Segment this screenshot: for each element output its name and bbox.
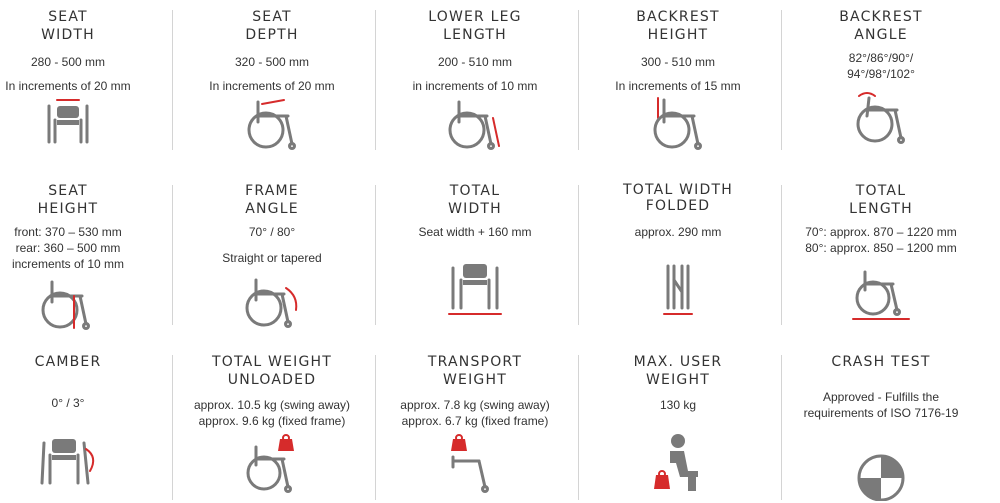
spec-line: Approved - Fulfills the [822,390,940,404]
spec-line: in increments of 10 mm [412,79,538,93]
spec-line: 70°: approx. 870 – 1220 mm [805,225,957,239]
lower-leg-length-icon [445,96,505,152]
camber-icon [36,435,100,491]
spec-title: SEAT HEIGHT [37,183,99,217]
spec-title: SEAT WIDTH [41,9,95,43]
spec-title: CAMBER [34,354,102,370]
spec-line: approx. 6.7 kg (fixed frame) [401,414,549,428]
spec-line: 82°/86°/90°/ [848,51,914,65]
spec-seat-width [0,8,168,158]
spec-line [578,70,778,78]
seat-depth-icon [244,96,300,152]
spec-line [172,70,372,78]
spec-title: TOTAL WEIGHT UNLOADED [211,354,332,388]
spec-line [375,70,575,78]
spec-line: 320 - 500 mm [234,55,310,69]
spec-line: requirements of ISO 7176-19 [803,406,959,420]
spec-line: Straight or tapered [222,251,322,265]
spec-frame-angle [172,182,372,332]
spec-total-width-folded [578,182,778,332]
spec-backrest-angle [781,8,981,158]
spec-title: SEAT DEPTH [245,9,299,43]
spec-line: 200 - 510 mm [437,55,513,69]
spec-line: front: 370 – 530 mm [14,225,122,239]
spec-line [172,240,372,250]
spec-title: BACKREST ANGLE [839,9,923,43]
spec-seat-height [0,182,168,332]
spec-line: 0° / 3° [51,396,85,410]
max-user-weight-icon [648,431,708,495]
seat-width-icon [43,96,93,146]
spec-camber [0,353,168,503]
transport-weight-icon [445,433,505,495]
spec-line: increments of 10 mm [11,257,125,271]
total-length-icon [849,266,913,322]
spec-line: approx. 7.8 kg (swing away) [400,398,550,412]
spec-total-length [781,182,981,332]
spec-line: approx. 9.6 kg (fixed frame) [198,414,346,428]
spec-line: rear: 360 – 500 mm [15,241,121,255]
spec-seat-depth [172,8,372,158]
total-weight-icon [242,433,302,495]
spec-max-user-weight [578,353,778,503]
spec-line: In increments of 20 mm [5,79,131,93]
spec-line [0,371,168,395]
spec-title: TOTAL WIDTH FOLDED [623,182,733,214]
spec-line: 280 - 500 mm [30,55,106,69]
spec-line: Seat width + 160 mm [418,225,532,239]
spec-line: In increments of 15 mm [615,79,741,93]
frame-angle-icon [242,274,302,330]
spec-total-weight [172,353,372,503]
spec-title: CRASH TEST [831,354,931,370]
spec-title: LOWER LEG LENGTH [428,9,522,43]
spec-line: In increments of 20 mm [209,79,335,93]
spec-line: 300 - 510 mm [640,55,716,69]
spec-backrest-height [578,8,778,158]
spec-line: 130 kg [659,398,697,412]
seat-height-icon [38,276,98,332]
total-width-folded-icon [658,262,698,318]
spec-transport-weight [375,353,575,503]
spec-line [0,70,168,78]
spec-title: MAX. USER WEIGHT [633,354,723,388]
spec-line: 80°: approx. 850 – 1200 mm [805,241,957,255]
spec-line: 70° / 80° [248,225,296,239]
spec-title: TOTAL WIDTH [448,183,502,217]
crash-test-icon [856,453,906,501]
spec-title: TOTAL LENGTH [849,183,913,217]
spec-title: TRANSPORT WEIGHT [427,354,523,388]
backrest-height-icon [650,96,706,152]
spec-lower-leg-length [375,8,575,158]
spec-line: approx. 10.5 kg (swing away) [193,398,351,412]
spec-total-width [375,182,575,332]
spec-title: FRAME ANGLE [245,183,299,217]
spec-title: BACKREST HEIGHT [636,9,720,43]
spec-line: approx. 290 mm [634,225,722,239]
backrest-angle-icon [853,90,909,146]
spec-line: 94°/98°/102° [847,67,915,81]
spec-crash-test [781,353,981,503]
total-width-icon [445,262,505,318]
